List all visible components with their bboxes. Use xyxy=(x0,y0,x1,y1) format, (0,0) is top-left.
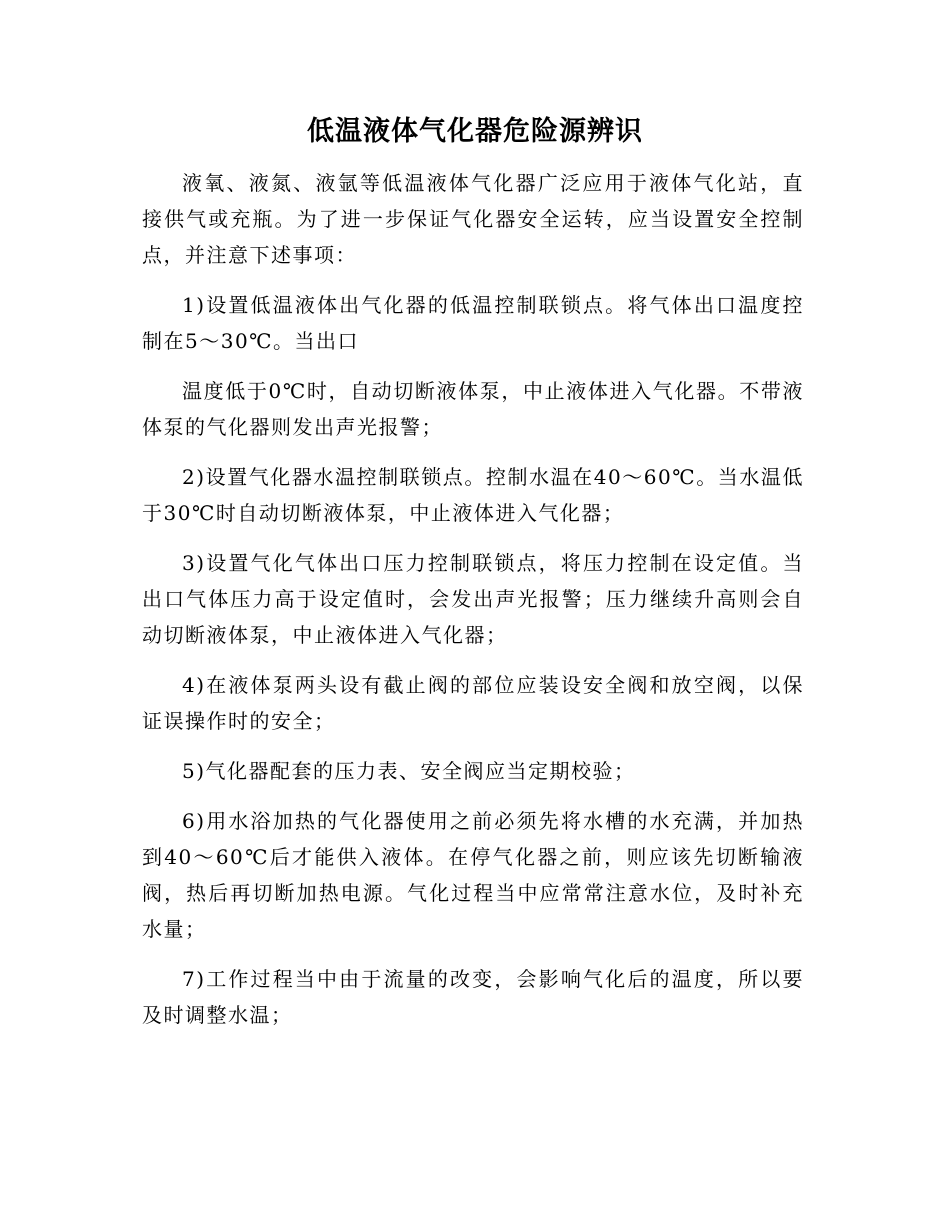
paragraph-item-3: 3)设置气化气体出口压力控制联锁点，将压力控制在设定值。当出口气体压力高于设定值时，会发出声光报警；压力继续升高则会自动切断液体泵，中止液体进入气化器； xyxy=(142,551,804,647)
paragraph-item-5: 5)气化器配套的压力表、安全阀应当定期校验； xyxy=(182,759,636,783)
document-title: 低温液体气化器危险源辨识 xyxy=(307,116,643,147)
paragraph-item-6: 6)用水浴加热的气化器使用之前必须先将水槽的水充满，并加热到40～60℃后才能供入液体。在停气化器之前，则应该先切断输液阀，热后再切断加热电源。气化过程当中应常常注意水位，及时补充水量； xyxy=(142,809,804,941)
paragraph-item-7: 7)工作过程当中由于流量的改变，会影响气化后的温度，所以要及时调整水温； xyxy=(142,967,804,1027)
paragraph-item-1: 1)设置低温液体出气化器的低温控制联锁点。将气体出口温度控制在5～30℃。当出口 xyxy=(142,293,804,353)
paragraph-item-1-continued: 温度低于0℃时，自动切断液体泵，中止液体进入气化器。不带液体泵的气化器则发出声光报警； xyxy=(142,379,804,439)
paragraph-intro: 液氧、液氮、液氩等低温液体气化器广泛应用于液体气化站，直接供气或充瓶。为了进一步保证气化器安全运转，应当设置安全控制点，并注意下述事项： xyxy=(142,171,804,267)
paragraph-item-2: 2)设置气化器水温控制联锁点。控制水温在40～60℃。当水温低于30℃时自动切断液体泵，中止液体进入气化器； xyxy=(142,465,804,525)
paragraph-item-4: 4)在液体泵两头设有截止阀的部位应装设安全阀和放空阀，以保证误操作时的安全； xyxy=(142,673,804,733)
document-body xyxy=(142,165,804,1047)
